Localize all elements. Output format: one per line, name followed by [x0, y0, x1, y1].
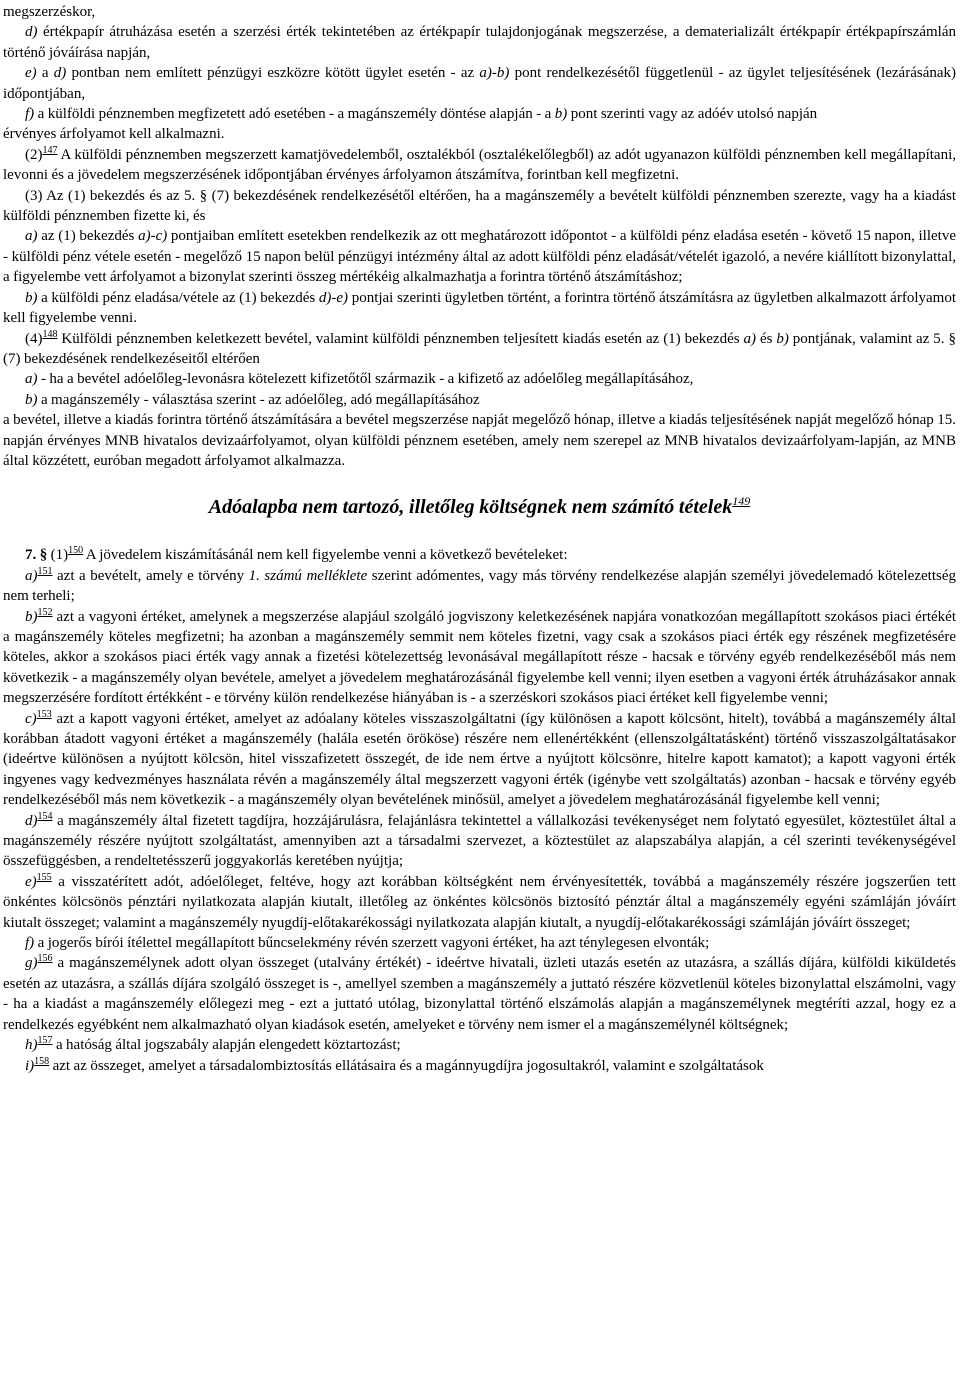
paragraph: b)$^{152}$ azt a vagyoni értéket, amelynek a megszerzése alapjául szolgáló jogviszony keletkezésének napjára vonatkozóan megállapított szokásos piaci értékét a magánszemély köteles megfizetni; ha azonban a magánszemély semmit nem köteles fizetni, vagy csak a szokásos piaci érték egy részének megfizetésére köteles, akkor a szokásos piaci érték vagy annak a fizetési kötelezettség levonásával megállapított része - hacsak e törvény egyéb rendelkezéséből más nem következik - a magánszemély olyan bevétele, amelyet a jövedelem meghatározásánál figyelembe kell venni; ilyen esetben a vagyoni érték átruházásakor annak megszerzésére fordított értékként - e törvény külön rendelkezése hiányában is - a szerzéskori szokásos piaci értéket kell figyelembe venni; [3, 606, 956, 707]
paragraph: a bevétel, illetve a kiadás forintra történő átszámítására a bevétel megszerzése napját megelőző hónap, illetve a kiadás teljesítésének napját megelőző hónap 15. napján érvényes MNB hivatalos devizaárfolyamot, olyan külföldi pénznem esetében, amely nem szerepel az MNB hivatalos devizaárfolyam-lapján, az MNB által közzétett, euróban megadott árfolyamot alkalmazza. [3, 412, 956, 469]
footnote-ref-link[interactable]: 158 [34, 1055, 50, 1067]
section-tax-exchange-rates [3, 2, 956, 471]
paragraph: g)$^{156}$ a magánszemélynek adott olyan összeget (utalvány értékét) - ideértve hivatali, üzleti utazás esetén az utazásra, a szállás díjára, külföldi kiküldetés esetén az utazásra, a szállás díjára szolgáló összeget is -, amellyel szemben a magánszemély a juttató részére közvetlenül köteles bizonylattal elszámolni, vagy - ha a kiadást a magánszemély előlegezi meg - ezt a juttató utólag, bizonylattal történő elszámolás alapján a magánszemélynek megtéríti azzal, hogy ez a rendelkezés egyébként nem alkalmazható olyan kiadások esetén, amelyeket e törvény nem ismer el a magánszemélynél költségnek; [3, 953, 956, 1033]
footnote-ref-link[interactable]: 150 [68, 545, 84, 557]
footnote-ref-link[interactable]: 152 [37, 606, 53, 618]
paragraph: i)$^{158}$ azt az összeget, amelyet a társadalombiztosítás ellátásaira és a magánnyugdíjra jogosultakról, valamint e szolgáltatások [25, 1055, 764, 1074]
paragraph: b) a külföldi pénz eladása/vétele az (1) bekezdés d)-e) pontjai szerinti ügyletben történt, a forintra történő átszámításra az ügyletben alkalmazott árfolyamot kell figyelembe venni. [3, 289, 956, 327]
paragraph: f) a jogerős bírói ítélettel megállapított bűncselekmény révén szerzett vagyoni értéket, ha azt ténylegesen elvonták; [25, 935, 710, 952]
paragraph: d)$^{154}$ a magánszemély által fizetett tagdíjra, hozzájárulásra, felajánlásra tekintettel a vállalkozási tevékenységet nem folytató egyesület, köztestület által a magánszemély részére nyújtott szolgáltatást, amennyiben azt a társadalmi szervezet, a köztestület az alapszabálya alapján, a cél szerinti tevékenységével összefüggésben, a rendeltetésszerű joggyakorlás keretében nyújtja; [3, 810, 956, 870]
footnote-ref-link[interactable]: 155 [36, 871, 52, 883]
paragraph: e)$^{155}$ a visszatérített adót, adóelőleget, feltéve, hogy azt korábban költségként nem érvényesítették, továbbá a magánszemély részére jogszerűen tett önkéntes kölcsönös pénztári nyilatkozata alapján kiutalt, illetőleg az önkéntes kölcsönös biztosító pénztár által a magánszemély egyéni számláján jóváírt kiutalt összeget; valamint a magánszemély nyugdíj-előtakarékossági nyilatkozata alapján kiutalt, a nyugdíj-előtakarékossági számláján jóváírt összeget; [3, 871, 956, 931]
paragraph: a)$^{151}$ azt a bevételt, amely e törvény 1. számú melléklete szerint adómentes, vagy más törvény rendelkezése alapján személyi jövedelemadó kötelezettség nem terheli; [3, 565, 956, 605]
paragraph: f) a külföldi pénznemben megfizetett adó esetében - a magánszemély döntése alapján - a b) pont szerinti vagy az adóév utolsó napján [25, 106, 818, 123]
footnote-ref-link[interactable]: 154 [37, 810, 53, 822]
section-heading: Adóalapba nem tartozó, illetőleg költségnek nem számító tételek$^{149}$ [208, 494, 751, 519]
footnote-ref-link[interactable]: 153 [36, 708, 52, 720]
section-7-paragraphs [3, 545, 956, 1076]
footnote-ref-link[interactable]: 151 [37, 565, 53, 577]
paragraph: (3) Az (1) bekezdés és az 5. § (7) bekezdésének rendelkezésétől eltérően, ha a magánszemély a bevételt külföldi pénznemben szerezte, vagy ha a kiadást külföldi pénznemben fizette ki, és [3, 187, 956, 225]
footnote-ref-link[interactable]: 149 [732, 494, 751, 509]
paragraph: e) a d) pontban nem említett pénzügyi eszközre kötött ügylet esetén - az a)-b) pont rendelkezésétől függetlenül - az ügylet teljesítésének (lezárásának) időpontjában, [3, 65, 957, 102]
paragraph: c)$^{153}$ azt a kapott vagyoni értéket, amelyet az adóalany köteles visszaszolgáltatni (így különösen a kapott kölcsönt, hitelt), továbbá a magánszemély által korábban átadott vagyoni értéket a magánszemély (halála esetén örököse) részére nem ellenértékként (ellenszolgáltatásként) történő visszaszolgáltatásakor (ideértve különösen a nyújtott kölcsön, hitel visszafizetett összegét, de ide nem értve a nyújtott kölcsönre, hitelre kapott kamatot); a kapott vagyoni érték ingyenes vagy kedvezményes használata révén a magánszemély által megszerzett vagyoni érték (igénybe vett szolgáltatás) azonban - hacsak e törvény egyéb rendelkezéséből más nem következik - a magánszemély olyan bevételének minősül, amelyet a jövedelem meghatározásánál figyelembe kell venni; [3, 708, 956, 809]
paragraph: b) a magánszemély - választása szerint - az adóelőleg, adó megállapításához [25, 391, 480, 408]
paragraph: megszerzéskor, [3, 4, 96, 20]
footnote-ref-link[interactable]: 148 [42, 328, 58, 340]
paragraph: a) az (1) bekezdés a)-c) pontjaiban említett esetekben rendelkezik az ott meghatározott időpontot - a külföldi pénz eladása esetén - követő 15 napon, illetve - külföldi pénz vétele esetén - megelőző 15 napon belül pénzügyi intézmény által az adott külföldi pénz eladását/vételét igazoló, a nevére kiállított bizonylattal, a figyelembe vett árfolyamot a bizonylat szerinti összeg mértékéig alkalmazhatja a forintra történő átszámításhoz; [3, 228, 956, 286]
footnote-ref-link[interactable]: 157 [37, 1035, 53, 1047]
footnote-ref-link[interactable]: 156 [37, 953, 53, 965]
paragraph: h)$^{157}$ a hatóság által jogszabály alapján elengedett köztartozást; [25, 1035, 401, 1054]
paragraph: 7. § $(1)^{150}$ A jövedelem kiszámításánál nem kell figyelembe venni a következő bevételeket: [25, 545, 568, 564]
paragraph: $(2)^{147}$ A külföldi pénznemben megszerzett kamatjövedelemből, osztalékból (osztalékelőlegből) az adót ugyanazon külföldi pénznemben kell megállapítani, levonni és a jövedelem megszerzésének időpontjában érvényes árfolyamon átszámítva, forintban kell megfizetni. [3, 144, 956, 184]
paragraph: érvényes árfolyamot kell alkalmazni. [3, 126, 225, 143]
paragraph: a) - ha a bevétel adóelőleg-levonásra kötelezett kifizetőtől származik - a kifizető az adóelőleg megállapításához, [25, 371, 694, 388]
paragraph: d) értékpapír átruházása esetén a szerzési érték tekintetében az értékpapír tulajdonjogának megszerzése, a dematerializált értékpapír értékpapírszámlán történő jóváírása napján, [3, 24, 956, 61]
footnote-ref-link[interactable]: 147 [42, 144, 58, 156]
paragraph: $(4)^{148}$ Külföldi pénznemben keletkezett bevétel, valamint külföldi pénznemben teljesített kiadás esetén az (1) bekezdés a) és b) pontjának, valamint az 5. § (7) bekezdésének rendelkezéseitől eltérően [3, 328, 956, 367]
